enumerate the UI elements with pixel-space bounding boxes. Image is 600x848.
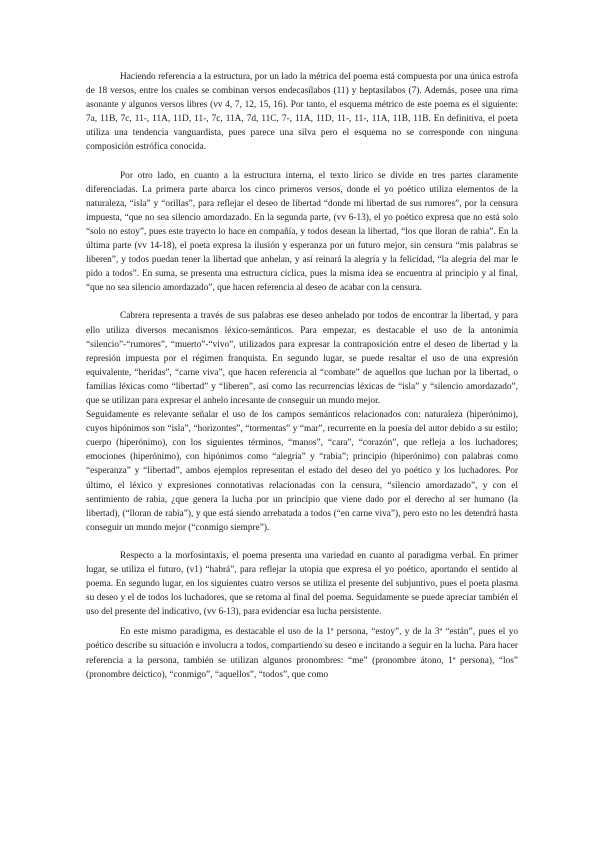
paragraph-estructura-interna: Por otro lado, en cuanto a la estructura interna, el texto lírico se divide en tres partes claramente diferenciadas. La primera parte abarca los cinco primeros versos, donde el yo poético utiliza elementos de la naturaleza, “isla” y “orillas”, para reflejar el deseo de libertad “donde mi libertad de sus rumores”, por la censura impuesta, “que no sea silencio amordazado. En la segunda parte, (vv 6-13), el yo poético expresa que no está solo “solo no estoy”, pues este trayecto lo hace en compañía, y todos desean la libertad, “los que lloran de rabia”. En la última parte (vv 14-18), el poeta expresa la ilusión y esperanza por un futuro mejor, sin censura “mis palabras se liberen”, y todos puedan tener la libertad que anhelan, y así reinará la alegría y la felicidad, “la alegría del mar le pido a todos”. En suma, se presenta una estructura cíclica, pues la misma idea se encuentra al principio y al final, “que no sea silencio amordazado”, que hacen referencia al deseo de acabar con la censura. [86, 170, 518, 294]
paragraph-personas-pronombres: En este mismo paradigma, es destacable el uso de la 1ª persona, “estoy”, y de la 3ª “están”, pues el yo poético describe su situación e involucra a todos, compartiendo su deseo e incitando a seguir en la lucha. Para hacer referencia a la persona, también se utilizan algunos pronombres: “me” (pronombre átono, 1ª persona), “los” (pronombre deíctico), “conmigo”, “aquellos”, “todos”, que como [86, 627, 518, 680]
paragraph-morfosintaxis: Respecto a la morfosintaxis, el poema presenta una variedad en cuanto al paradigma verbal. En primer lugar, se utiliza el futuro, (v1) “habrá”, para reflejar la utopía que expresa el yo poético, aportando el sentido al poema. En segundo lugar, en los siguientes cuatro versos se utiliza el presente del subjuntivo, pues el poeta plasma su deseo y el de todos los luchadores, que se retoma al final del poema. Seguidamente se puede apreciar también el uso del presente del indicativo, (vv 6-13), para evidenciar esa lucha persistente. [86, 550, 518, 618]
paragraph-lexico-semantico: Cabrera representa a través de sus palabras ese deseo anhelado por todos de encontrar la libertad, y para ello utiliza diversos mecanismos léxico-semánticos. Para empezar, es destacable el uso de la antonimia “silencio”-“rumores”, “muerto”-“vivo”, utilizados para expresar la contraposición entre el deseo de libertad y la represión impuesta por el régimen franquista. En segundo lugar, se puede resaltar el uso de una expresión equivalente, “heridas”, “carne viva”, que hacen referencia al “combate” de aquellos que luchan por la libertad, o familias léxicas como “libertad” y “liberen”, así como las recurrencias léxicas de “isla” y “silencio amordazado”, que se utilizan para expresar el anhelo incesante de conseguir un mundo mejor. [86, 311, 518, 406]
document-body [86, 70, 518, 682]
paragraph-campos-semanticos: Seguidamente es relevante señalar el uso de los campos semánticos relacionados con: naturaleza (hiperónimo), cuyos hipónimos son “isla”, “horizontes”, “tormentas” y “mar”, recurrente en la poesía del autor debido a su estilo; cuerpo (hiperónimo), con los siguientes términos, “manos”, “cara”, “corazón”, que refleja a los luchadores; emociones (hiperónimo), con hipónimos como “alegría” y “rabia”; principio (hiperónimo) con palabras como “esperanza” y “libertad”, ambos ejemplos representan el estado del deseo del yo poético y los luchadores. Por último, el léxico y expresiones connotativas relacionadas con la censura, “silencio amordazado”, y con el sentimiento de rabia, ¿que genera la lucha por un principio que viene dado por el derecho al ser humano (la libertad), (“lloran de rabia”), y que está siendo arrebatada a todos (“en carne viva”), pero esto no les detendrá hasta conseguir un mundo mejor (“conmigo siempre”). [86, 410, 518, 533]
paragraph-metrica: Haciendo referencia a la estructura, por un lado la métrica del poema está compuesta por una única estrofa de 18 versos, entre los cuales se combinan versos endecasílabos (11) y heptasílabos (7). Además, posee una rima asonante y algunos versos libres (vv 4, 7, 12, 15, 16). Por tanto, el esquema métrico de este poema es el siguiente: 7a, 11B, 7c, 11-, 11A, 11D, 11-, 7c, 11A, 7d, 11C, 7-, 11A, 11D, 11-, 11-, 11A, 11B, 11B. En definitiva, el poeta utiliza una tendencia vanguardista, pues parece una silva pero el esquema no se corresponde con ninguna composición estrófica conocida. [86, 72, 518, 153]
